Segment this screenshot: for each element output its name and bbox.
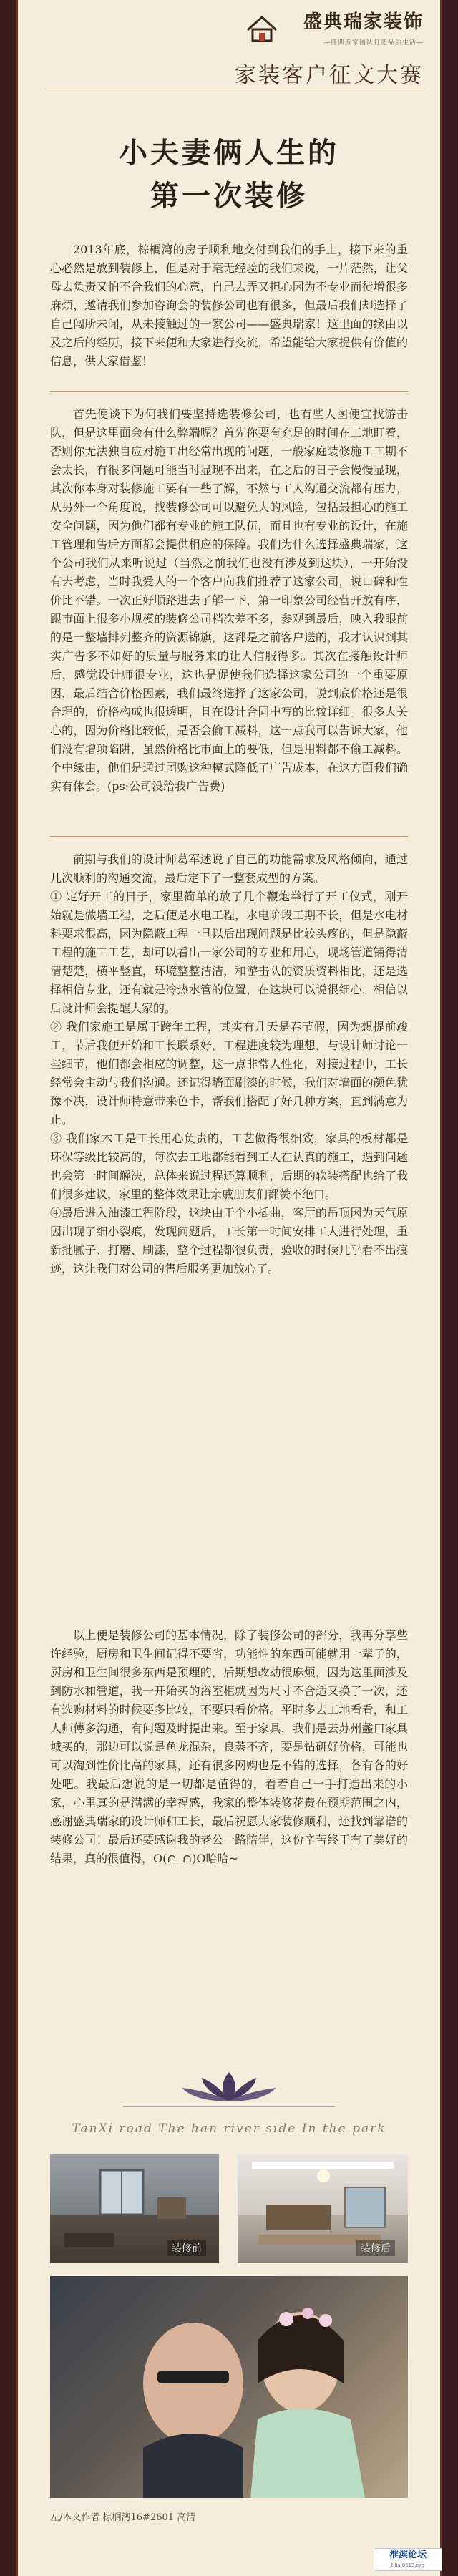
- article-sheet: [16, 0, 442, 2576]
- couple-portrait-image: [50, 2276, 408, 2498]
- before-renovation-photo: [50, 2154, 219, 2263]
- watermark-name: 淮滨论坛: [389, 2550, 427, 2560]
- paragraph-intro: 2013年底，棕榈湾的房子顺利地交付到我们的手上，接下来的重心必然是放到装修上，但是对于毫无经验的我们来说，一片茫然，让父母去负责又怕不合我们的心意，自己去弄又担心因为不专业而徒增很多麻烦，邀请我们参加咨询会的装修公司也有很多，但最后我们却选择了自己闯所未闻，从未接触过的一家公司——盛典瑞家！这里面的缘由以及之后的经历，接下来便和大家进行交流，希望能给大家提供有价值的信息，供大家借鉴！: [50, 243, 408, 368]
- paragraph-process: 前期与我们的设计师葛军述说了自己的功能需求及风格倾向，通过几次顺利的沟通交流，最后定下了一整套成型的方案。 ① 定好开工的日子，家里简单的放了几个鞭炮举行了开工仪式，刚开始就是做墙工程，之后便是水电工程，水电阶段工期不长，但是水电材料要求很高，因为隐蔽工程一旦以后出现问题是比较头疼的，但是隐蔽工程的施工工艺，却可以看出一家公司的专业和用心，现场管道铺得清清楚楚，横平竖直，环境整整洁洁，和游击队的资质资料相比，还是选择相信专业，还有就是冷热水管的位置，在这块可以说很细心，相信以后设计师会提醒大家的。 ② 我们家施工是属于跨年工程，其实有几天是春节假，因为想提前竣工，节后我便开始和工长联系好，工程进度较为理想，与设计师讨论一些细节，他们都会相应的调整，这一点非常人性化，对接过程中，工长经常会主动与我们沟通。还记得墙面刷漆的时候，我们对墙面的颜色犹豫不决，设计师特意带来色卡，帮我们搭配了好几种方案，直到满意为止。 ③ 我们家木工是工长用心负责的，工艺做得很细致，家具的板材都是环保等级比较高的，每次去工地都能看到工人在认真的施工，遇到问题也会第一时间解决，总体来说过程还算顺利，后期的软装搭配也给了我们很多建议，家里的整体效果让亲戚朋友们都赞不绝口。 ④最后进入油漆工程阶段，这块由于个小插曲，客厅的吊顶因为天气原因出现了细小裂痕，发现问题后，工长第一时间安排工人进行处理，重新批腻子、打磨、刷漆，整个过程都很负责，验收的时候几乎看不出痕迹，这让我们对公司的售后服务更加放心了。: [50, 852, 408, 1275]
- forum-watermark: [374, 2548, 442, 2571]
- watermark-url: bbs.0513.org: [391, 2562, 425, 2568]
- logo-tagline: —盛典专家团队打造品质生活—: [323, 39, 424, 47]
- logo-name: 盛典瑞家装饰: [303, 11, 424, 33]
- before-caption: 装修前: [167, 2240, 206, 2256]
- author-couple-photo: [50, 2276, 408, 2498]
- campaign-title: 家装客户征文大赛: [235, 63, 424, 88]
- after-renovation-photo: [238, 2154, 408, 2263]
- author-credit: 左/本文作者 棕榈湾16#2601 高清: [50, 2512, 196, 2523]
- section-divider: [50, 391, 408, 392]
- company-logo: [245, 10, 424, 54]
- house-logo-icon: [245, 14, 279, 43]
- page-header: [16, 0, 442, 107]
- paragraph-choosing-company: 首先便谈下为何我们要坚持选装修公司，也有些人图便宜找游击队，但是这里面会有什么弊端呢？首先你要有充足的时间在工地盯着，否则你无法独自应对施工出经常出现的问题，一般家庭装修施工工期不会太长，有很多问题可能当时显现不出来，在之后的日子会慢慢显现，其次你本身对装修施工要有一些了解，不然与工人沟通交流都有压力，从另外一个角度说，找装修公司可以避免大的风险，包括最担心的施工安全问题，因为他们都有专业的施工队伍，而且也有专业的设计，在施工管理和售后方面都会提供相应的保障。我们为什么选择盛典瑞家，这个公司我们从来听说过（当然之前我们也没有涉及到这块），一开始没有去考虑，当时我爱人的一个客户向我们推荐了这家公司，说口碑和性价比不错。一次正好顺路进去了解一下，第一印象公司经营开放有序，跟市面上很多小规模的装修公司档次差不多，参观到最后，映入我眼前的是一整墙排列整齐的资源锦旗，这都是之前客户送的，我才认识到其实广告多不如好的质量与服务来的让人信服得多。其次在接触设计师后，感觉设计师很专业，这也是促使我们选择这家公司的一个重要原因，最后结合价格因素，我们最终选择了这家公司，说到底价格还是很合理的，价格构成也很透明，且在设计合同中写的比较详细。很多人关心的，因为价格比较低，是否会偷工减料，这一点我可以告诉大家，他们没有增项陷阱，虽然价格比市面上的要低，但是用料都不偷工减料。个中缘由，他们是通过团购这种模式降低了广告成本，在这方面我们确实有体会。(ps:公司没给我广告费): [50, 407, 408, 793]
- tagline: TanXi road The han river side In the park: [72, 2121, 386, 2136]
- after-caption: 装修后: [356, 2240, 395, 2256]
- section-divider: [50, 836, 408, 837]
- article-title-line2: 第一次装修: [150, 179, 308, 213]
- paragraph-experience: 以上便是装修公司的基本情况，除了装修公司的部分，我再分享些许经验，厨房和卫生间记得不要省，功能性的东西可能就用一辈子的，厨房和卫生间很多东西是预埋的，后期想改动很麻烦，因为这里面涉及到防水和管道，我一开始买的浴室柜就因为尺寸不合适又换了一次，还有选购材料的时候要多比较，不要只看价格。平时多去工地看看，和工人师傅多沟通，有问题及时提出来。至于家具，我们是去苏州蠡口家具城买的，那边可以说是鱼龙混杂，良莠不齐，要是钻研好价格，可能也可以淘到性价比高的家具，还有很多网购也是不错的选择，各有各的好处吧。我最后想说的是一切都是值得的，看着自己一手打造出来的小家，心里真的是满满的幸福感，我家的整体装修花费在预期范围之内，感谢盛典瑞家的设计师和工长，最后祝愿大家装修顺利，还找到靠谱的装修公司！最后还要感谢我的老公一路陪伴，这份辛苦终于有了美好的结果，真的很值得，O(∩_∩)O哈哈~: [50, 1628, 408, 1865]
- lotus-ornament-icon: [16, 2065, 442, 2115]
- article-title-line1: 小夫妻俩人生的: [119, 136, 339, 170]
